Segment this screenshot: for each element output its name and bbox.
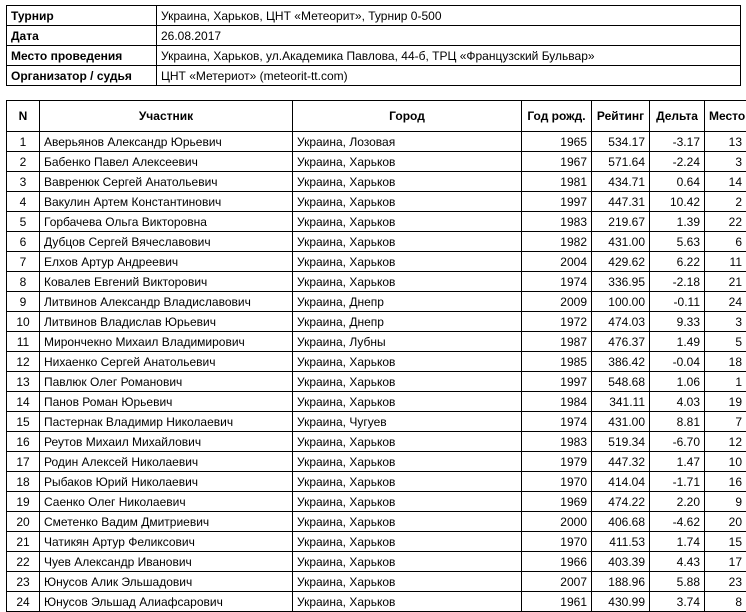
cell-n: 1	[7, 132, 40, 152]
cell-birth-year: 1969	[522, 492, 592, 512]
cell-rating: 100.00	[592, 292, 650, 312]
cell-place: 2	[705, 192, 746, 212]
cell-city: Украина, Харьков	[293, 392, 522, 412]
cell-n: 14	[7, 392, 40, 412]
cell-rating: 341.11	[592, 392, 650, 412]
cell-delta: 5.88	[650, 572, 705, 592]
cell-rating: 447.31	[592, 192, 650, 212]
header-row	[7, 101, 746, 132]
cell-delta: -4.62	[650, 512, 705, 532]
cell-rating: 414.04	[592, 472, 650, 492]
cell-participant: Ковалев Евгений Викторович	[40, 272, 293, 292]
cell-delta: -0.11	[650, 292, 705, 312]
cell-rating: 519.34	[592, 432, 650, 452]
cell-n: 19	[7, 492, 40, 512]
cell-rating: 219.67	[592, 212, 650, 232]
cell-delta: 4.43	[650, 552, 705, 572]
cell-city: Украина, Харьков	[293, 452, 522, 472]
table-row	[7, 432, 746, 452]
cell-delta: 3.74	[650, 592, 705, 612]
cell-place: 12	[705, 432, 746, 452]
cell-place: 23	[705, 572, 746, 592]
cell-city: Украина, Харьков	[293, 192, 522, 212]
cell-city: Украина, Харьков	[293, 352, 522, 372]
cell-place: 14	[705, 172, 746, 192]
table-row	[7, 332, 746, 352]
cell-place: 17	[705, 552, 746, 572]
cell-place: 18	[705, 352, 746, 372]
info-row-venue	[7, 46, 741, 66]
cell-place: 19	[705, 392, 746, 412]
cell-place: 3	[705, 312, 746, 332]
cell-city: Украина, Харьков	[293, 212, 522, 232]
cell-birth-year: 1987	[522, 332, 592, 352]
table-row	[7, 392, 746, 412]
cell-birth-year: 2007	[522, 572, 592, 592]
table-row	[7, 212, 746, 232]
header-rating: Рейтинг	[592, 101, 650, 132]
cell-rating: 403.39	[592, 552, 650, 572]
cell-place: 11	[705, 252, 746, 272]
cell-participant: Вавренюк Сергей Анатольевич	[40, 172, 293, 192]
cell-birth-year: 1974	[522, 272, 592, 292]
cell-birth-year: 1997	[522, 372, 592, 392]
cell-participant: Аверьянов Александр Юрьевич	[40, 132, 293, 152]
cell-n: 17	[7, 452, 40, 472]
table-row	[7, 552, 746, 572]
cell-n: 12	[7, 352, 40, 372]
cell-n: 18	[7, 472, 40, 492]
cell-n: 6	[7, 232, 40, 252]
cell-participant: Павлюк Олег Романович	[40, 372, 293, 392]
cell-city: Украина, Харьков	[293, 172, 522, 192]
cell-place: 6	[705, 232, 746, 252]
table-row	[7, 372, 746, 392]
cell-participant: Дубцов Сергей Вячеславович	[40, 232, 293, 252]
cell-birth-year: 1983	[522, 212, 592, 232]
cell-birth-year: 1974	[522, 412, 592, 432]
tournament-info-table	[6, 5, 741, 86]
cell-delta: -3.17	[650, 132, 705, 152]
header-delta: Дельта	[650, 101, 705, 132]
info-label-tournament: Турнир	[7, 6, 157, 26]
cell-city: Украина, Харьков	[293, 472, 522, 492]
table-row	[7, 352, 746, 372]
table-row	[7, 132, 746, 152]
cell-delta: 1.47	[650, 452, 705, 472]
info-label-date: Дата	[7, 26, 157, 46]
cell-birth-year: 1966	[522, 552, 592, 572]
cell-birth-year: 1970	[522, 472, 592, 492]
cell-delta: -2.18	[650, 272, 705, 292]
cell-rating: 434.71	[592, 172, 650, 192]
cell-participant: Елхов Артур Андреевич	[40, 252, 293, 272]
table-row	[7, 472, 746, 492]
cell-delta: 9.33	[650, 312, 705, 332]
cell-city: Украина, Лозовая	[293, 132, 522, 152]
cell-city: Украина, Харьков	[293, 492, 522, 512]
cell-rating: 411.53	[592, 532, 650, 552]
cell-place: 7	[705, 412, 746, 432]
cell-n: 13	[7, 372, 40, 392]
cell-rating: 571.64	[592, 152, 650, 172]
cell-n: 3	[7, 172, 40, 192]
table-row	[7, 252, 746, 272]
results-body	[7, 132, 746, 612]
cell-participant: Литвинов Александр Владиславович	[40, 292, 293, 312]
cell-place: 16	[705, 472, 746, 492]
header-participant: Участник	[40, 101, 293, 132]
cell-n: 23	[7, 572, 40, 592]
table-row	[7, 512, 746, 532]
table-row	[7, 292, 746, 312]
cell-rating: 386.42	[592, 352, 650, 372]
cell-city: Украина, Харьков	[293, 512, 522, 532]
cell-delta: 1.06	[650, 372, 705, 392]
cell-n: 15	[7, 412, 40, 432]
cell-n: 24	[7, 592, 40, 612]
cell-participant: Юнусов Эльшад Алиафсарович	[40, 592, 293, 612]
cell-rating: 476.37	[592, 332, 650, 352]
cell-place: 10	[705, 452, 746, 472]
cell-place: 13	[705, 132, 746, 152]
cell-birth-year: 1985	[522, 352, 592, 372]
table-row	[7, 572, 746, 592]
cell-participant: Мирончекно Михаил Владимирович	[40, 332, 293, 352]
cell-place: 8	[705, 592, 746, 612]
cell-city: Украина, Днепр	[293, 312, 522, 332]
cell-delta: 0.64	[650, 172, 705, 192]
cell-city: Украина, Харьков	[293, 372, 522, 392]
cell-n: 21	[7, 532, 40, 552]
results-table	[6, 100, 746, 612]
cell-n: 11	[7, 332, 40, 352]
cell-n: 4	[7, 192, 40, 212]
cell-place: 15	[705, 532, 746, 552]
cell-place: 9	[705, 492, 746, 512]
cell-birth-year: 1979	[522, 452, 592, 472]
header-place: Место	[705, 101, 746, 132]
cell-delta: -6.70	[650, 432, 705, 452]
cell-birth-year: 1984	[522, 392, 592, 412]
cell-birth-year: 1970	[522, 532, 592, 552]
info-value-organizer: ЦНТ «Метериот» (meteorit-tt.com)	[157, 66, 741, 86]
cell-participant: Родин Алексей Николаевич	[40, 452, 293, 472]
results-header	[7, 101, 746, 132]
cell-rating: 336.95	[592, 272, 650, 292]
cell-birth-year: 1982	[522, 232, 592, 252]
cell-rating: 430.99	[592, 592, 650, 612]
cell-city: Украина, Харьков	[293, 272, 522, 292]
table-row	[7, 152, 746, 172]
cell-delta: 1.39	[650, 212, 705, 232]
header-n: N	[7, 101, 40, 132]
cell-birth-year: 1983	[522, 432, 592, 452]
cell-participant: Горбачева Ольга Викторовна	[40, 212, 293, 232]
cell-delta: 2.20	[650, 492, 705, 512]
cell-delta: -0.04	[650, 352, 705, 372]
cell-city: Украина, Харьков	[293, 572, 522, 592]
cell-delta: 4.03	[650, 392, 705, 412]
cell-city: Украина, Харьков	[293, 252, 522, 272]
cell-n: 8	[7, 272, 40, 292]
cell-place: 20	[705, 512, 746, 532]
table-row	[7, 272, 746, 292]
cell-n: 5	[7, 212, 40, 232]
cell-birth-year: 1997	[522, 192, 592, 212]
cell-rating: 431.00	[592, 232, 650, 252]
table-row	[7, 192, 746, 212]
cell-rating: 548.68	[592, 372, 650, 392]
cell-participant: Пастернак Владимир Николаевич	[40, 412, 293, 432]
cell-participant: Чатикян Артур Феликсович	[40, 532, 293, 552]
table-row	[7, 312, 746, 332]
info-row-tournament	[7, 6, 741, 26]
cell-delta: 5.63	[650, 232, 705, 252]
cell-place: 22	[705, 212, 746, 232]
cell-rating: 534.17	[592, 132, 650, 152]
cell-n: 16	[7, 432, 40, 452]
cell-n: 10	[7, 312, 40, 332]
cell-city: Украина, Харьков	[293, 592, 522, 612]
cell-rating: 406.68	[592, 512, 650, 532]
cell-participant: Нихаенко Сергей Анатольевич	[40, 352, 293, 372]
cell-place: 1	[705, 372, 746, 392]
header-birth-year: Год рожд.	[522, 101, 592, 132]
table-row	[7, 592, 746, 612]
cell-birth-year: 1967	[522, 152, 592, 172]
cell-delta: 1.74	[650, 532, 705, 552]
cell-n: 7	[7, 252, 40, 272]
cell-birth-year: 2004	[522, 252, 592, 272]
cell-rating: 431.00	[592, 412, 650, 432]
table-row	[7, 172, 746, 192]
cell-participant: Реутов Михаил Михайлович	[40, 432, 293, 452]
table-row	[7, 412, 746, 432]
info-label-organizer: Организатор / судья	[7, 66, 157, 86]
info-value-date: 26.08.2017	[157, 26, 741, 46]
cell-city: Украина, Харьков	[293, 552, 522, 572]
table-row	[7, 452, 746, 472]
cell-birth-year: 1961	[522, 592, 592, 612]
cell-place: 3	[705, 152, 746, 172]
cell-participant: Сметенко Вадим Дмитриевич	[40, 512, 293, 532]
cell-birth-year: 2000	[522, 512, 592, 532]
table-row	[7, 492, 746, 512]
info-label-venue: Место проведения	[7, 46, 157, 66]
cell-participant: Юнусов Алик Эльшадович	[40, 572, 293, 592]
cell-participant: Панов Роман Юрьевич	[40, 392, 293, 412]
info-row-date	[7, 26, 741, 46]
cell-participant: Рыбаков Юрий Николаевич	[40, 472, 293, 492]
cell-participant: Литвинов Владислав Юрьевич	[40, 312, 293, 332]
cell-delta: -1.71	[650, 472, 705, 492]
info-value-tournament: Украина, Харьков, ЦНТ «Метеорит», Турнир 0-500	[157, 6, 741, 26]
cell-city: Украина, Харьков	[293, 432, 522, 452]
cell-delta: 10.42	[650, 192, 705, 212]
cell-delta: 8.81	[650, 412, 705, 432]
cell-city: Украина, Лубны	[293, 332, 522, 352]
cell-birth-year: 1981	[522, 172, 592, 192]
cell-city: Украина, Днепр	[293, 292, 522, 312]
cell-participant: Бабенко Павел Алексеевич	[40, 152, 293, 172]
table-row	[7, 532, 746, 552]
cell-rating: 188.96	[592, 572, 650, 592]
cell-rating: 447.32	[592, 452, 650, 472]
tournament-info-body	[7, 6, 741, 86]
cell-city: Украина, Харьков	[293, 232, 522, 252]
cell-delta: -2.24	[650, 152, 705, 172]
cell-rating: 474.22	[592, 492, 650, 512]
cell-participant: Чуев Александр Иванович	[40, 552, 293, 572]
cell-city: Украина, Чугуев	[293, 412, 522, 432]
table-row	[7, 232, 746, 252]
cell-n: 9	[7, 292, 40, 312]
cell-n: 22	[7, 552, 40, 572]
cell-place: 21	[705, 272, 746, 292]
cell-n: 20	[7, 512, 40, 532]
cell-birth-year: 1965	[522, 132, 592, 152]
cell-birth-year: 2009	[522, 292, 592, 312]
cell-rating: 429.62	[592, 252, 650, 272]
info-row-organizer	[7, 66, 741, 86]
cell-city: Украина, Харьков	[293, 532, 522, 552]
cell-place: 24	[705, 292, 746, 312]
header-city: Город	[293, 101, 522, 132]
cell-n: 2	[7, 152, 40, 172]
info-value-venue: Украина, Харьков, ул.Академика Павлова, 44-б, ТРЦ «Французский Бульвар»	[157, 46, 741, 66]
cell-rating: 474.03	[592, 312, 650, 332]
cell-delta: 6.22	[650, 252, 705, 272]
cell-birth-year: 1972	[522, 312, 592, 332]
cell-delta: 1.49	[650, 332, 705, 352]
cell-city: Украина, Харьков	[293, 152, 522, 172]
cell-participant: Вакулин Артем Константинович	[40, 192, 293, 212]
cell-place: 5	[705, 332, 746, 352]
cell-participant: Саенко Олег Николаевич	[40, 492, 293, 512]
